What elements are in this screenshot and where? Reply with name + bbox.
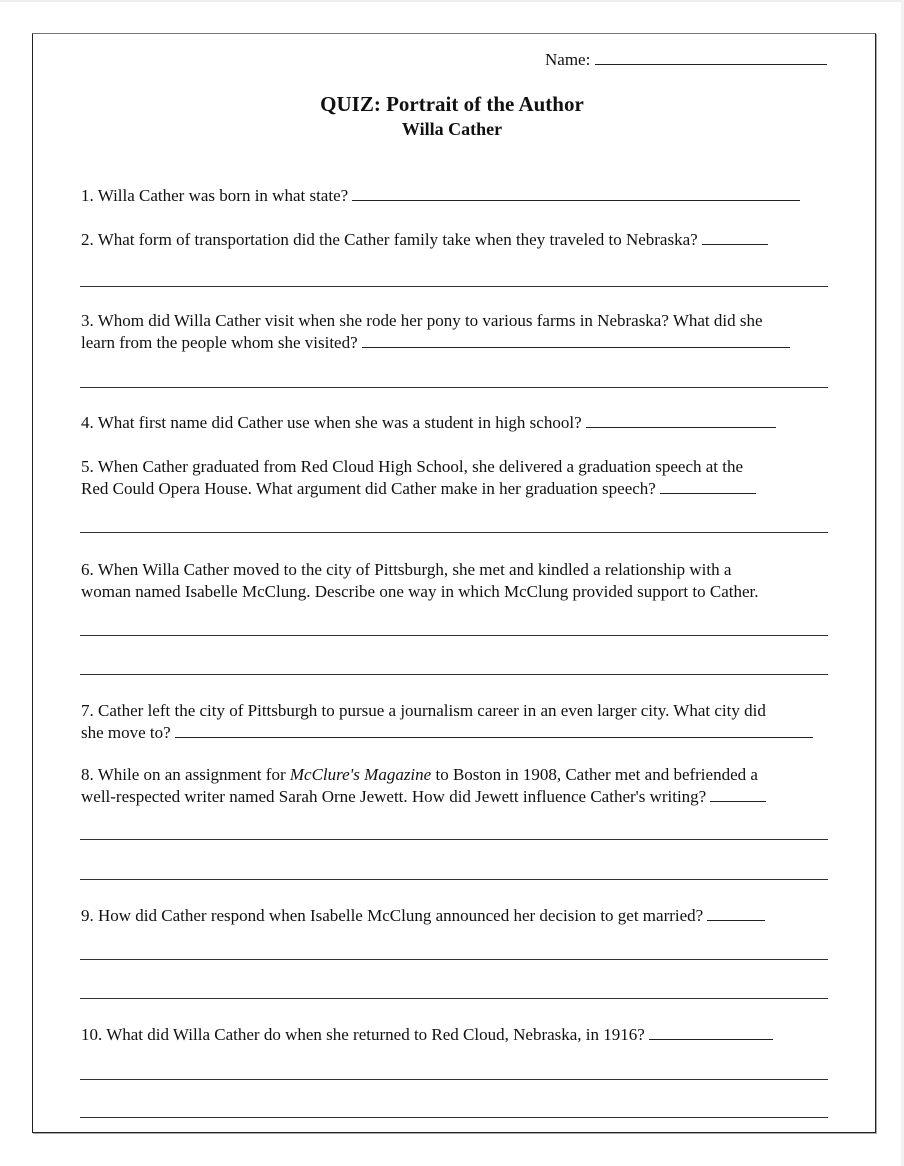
answer-blank[interactable] bbox=[586, 413, 776, 428]
question-10 bbox=[81, 1024, 773, 1046]
question-text: learn from the people whom she visited? bbox=[81, 333, 358, 352]
question-text: When Cather graduated from Red Cloud High School, she delivered a graduation speech at the bbox=[97, 457, 744, 476]
question-text: Willa Cather was born in what state? bbox=[97, 186, 349, 205]
answer-line[interactable] bbox=[80, 878, 828, 880]
question-text: well-respected writer named Sarah Orne Jewett. How did Jewett influence Cather's writing? bbox=[81, 787, 707, 806]
quiz-title: QUIZ: Portrait of the Author bbox=[320, 92, 584, 116]
question-1 bbox=[81, 185, 800, 207]
question-4 bbox=[81, 412, 776, 434]
answer-line[interactable] bbox=[80, 634, 828, 636]
question-text: What first name did Cather use when she was a student in high school? bbox=[97, 413, 582, 432]
question-6 bbox=[81, 559, 731, 581]
question-9 bbox=[81, 905, 765, 927]
quiz-subtitle: Willa Cather bbox=[401, 119, 503, 139]
question-8 bbox=[81, 764, 758, 786]
answer-line[interactable] bbox=[80, 997, 828, 999]
question-text: How did Cather respond when Isabelle McClung announced her decision to get married? bbox=[98, 906, 704, 925]
question-5-line2 bbox=[81, 478, 756, 500]
question-text: to Boston in 1908, Cather met and befriended a bbox=[431, 765, 758, 784]
question-text: woman named Isabelle McClung. Describe one way in which McClung provided support to Cather. bbox=[81, 582, 759, 601]
answer-blank[interactable] bbox=[710, 787, 766, 802]
answer-line[interactable] bbox=[80, 958, 828, 960]
question-text: What form of transportation did the Cather family take when they traveled to Nebraska? bbox=[97, 230, 698, 249]
question-number: 8. bbox=[81, 765, 94, 784]
question-7-line2 bbox=[81, 722, 813, 744]
name-label: Name: bbox=[545, 50, 591, 69]
top-edge bbox=[0, 0, 904, 2]
question-number: 6. bbox=[81, 560, 94, 579]
question-text: Cather left the city of Pittsburgh to pursue a journalism career in an even larger city. What city did bbox=[98, 701, 766, 720]
answer-line[interactable] bbox=[80, 386, 828, 388]
question-number: 7. bbox=[81, 701, 94, 720]
question-text: Red Could Opera House. What argument did Cather make in her graduation speech? bbox=[81, 479, 656, 498]
question-7 bbox=[81, 700, 766, 722]
answer-blank[interactable] bbox=[702, 230, 768, 245]
answer-blank[interactable] bbox=[649, 1025, 773, 1040]
question-6-line2 bbox=[81, 581, 759, 603]
question-5 bbox=[81, 456, 743, 478]
answer-blank[interactable] bbox=[352, 186, 800, 201]
name-field bbox=[545, 50, 827, 70]
answer-blank[interactable] bbox=[175, 723, 813, 738]
answer-blank[interactable] bbox=[362, 333, 790, 348]
answer-line[interactable] bbox=[80, 673, 828, 675]
answer-line[interactable] bbox=[80, 531, 828, 533]
question-2 bbox=[81, 229, 768, 251]
answer-blank[interactable] bbox=[660, 479, 756, 494]
question-number: 4. bbox=[81, 413, 94, 432]
answer-line[interactable] bbox=[80, 285, 828, 287]
question-8-line2 bbox=[81, 786, 766, 808]
question-number: 2. bbox=[81, 230, 94, 249]
magazine-title: McClure's Magazine bbox=[289, 765, 432, 784]
answer-line[interactable] bbox=[80, 1078, 828, 1080]
question-text: What did Willa Cather do when she returned to Red Cloud, Nebraska, in 1916? bbox=[106, 1025, 645, 1044]
question-number: 10. bbox=[81, 1025, 103, 1044]
name-blank[interactable] bbox=[595, 50, 827, 65]
question-number: 9. bbox=[81, 906, 94, 925]
question-number: 3. bbox=[81, 311, 94, 330]
answer-blank[interactable] bbox=[707, 906, 765, 921]
question-3 bbox=[81, 310, 763, 332]
answer-line[interactable] bbox=[80, 1116, 828, 1118]
question-text: When Willa Cather moved to the city of Pittsburgh, she met and kindled a relationship with a bbox=[97, 560, 732, 579]
question-number: 1. bbox=[81, 186, 94, 205]
question-text: Whom did Willa Cather visit when she rode her pony to various farms in Nebraska? What did she bbox=[97, 311, 763, 330]
answer-line[interactable] bbox=[80, 838, 828, 840]
question-text: While on an assignment for bbox=[97, 765, 290, 784]
question-text: she move to? bbox=[81, 723, 171, 742]
question-number: 5. bbox=[81, 457, 94, 476]
question-3-line2 bbox=[81, 332, 790, 354]
